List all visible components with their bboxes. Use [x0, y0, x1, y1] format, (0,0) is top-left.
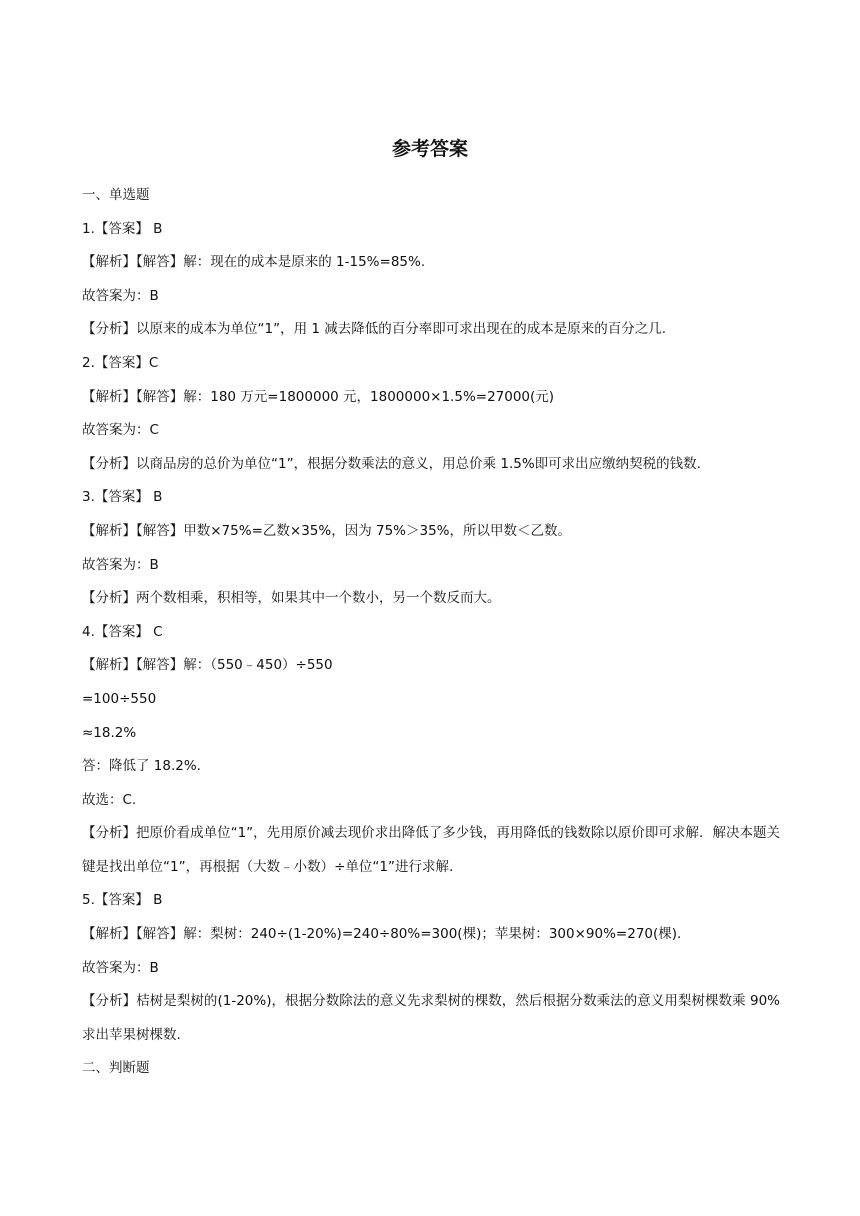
q5-analysis: 【分析】桔树是梨树的(1-20%)，根据分数除法的意义先求梨树的棵数，然后根据分数乘法的意义用梨树棵数乘 90%求出苹果树棵数.	[82, 993, 780, 1043]
answer-content	[82, 184, 780, 1091]
q5-answer: 5.【答案】 B	[82, 892, 163, 909]
q5-explanation: 【解析】【解答】解：梨树：240÷(1-20%)=240÷80%=300(棵)；苹果树：300×90%=270(棵).	[82, 926, 682, 943]
q4-step-1: =100÷550	[82, 690, 157, 707]
q1-answer: 1.【答案】 B	[82, 220, 163, 237]
q2-explanation: 【解析】【解答】解：180 万元=1800000 元，1800000×1.5%=27000(元)	[82, 388, 555, 405]
q4-step-2: ≈18.2%	[82, 724, 137, 741]
q2-final-answer: 故答案为：C	[82, 422, 159, 439]
section-heading-true-false: 二、判断题	[82, 1060, 150, 1077]
q3-final-answer: 故答案为：B	[82, 556, 159, 573]
q2-answer: 2.【答案】C	[82, 354, 159, 371]
q4-response: 答：降低了 18.2%.	[82, 758, 201, 775]
page-title: 参考答案	[391, 138, 468, 160]
q2-analysis: 【分析】以商品房的总价为单位“1”，根据分数乘法的意义，用总价乘 1.5%即可求出应缴纳契税的钱数.	[82, 455, 701, 472]
q4-choice: 故选：C.	[82, 791, 137, 808]
q4-explanation: 【解析】【解答】解：（550﹣450）÷550	[82, 657, 333, 674]
q3-answer: 3.【答案】 B	[82, 489, 163, 506]
section-heading-single-choice: 一、单选题	[82, 187, 150, 203]
q4-answer: 4.【答案】 C	[82, 623, 163, 640]
q1-final-answer: 故答案为：B	[82, 287, 159, 304]
q3-explanation: 【解析】【解答】甲数×75%=乙数×35%，因为 75%＞35%，所以甲数＜乙数。	[82, 522, 571, 539]
q3-analysis: 【分析】两个数相乘，积相等，如果其中一个数小，另一个数反而大。	[82, 590, 501, 607]
q1-analysis: 【分析】以原来的成本为单位“1”，用 1 减去降低的百分率即可求出现在的成本是原来的百分之几.	[82, 321, 667, 338]
q4-analysis: 【分析】把原价看成单位“1”，先用原价减去现价求出降低了多少钱，再用降低的钱数除以原价即可求解．解决本题关键是找出单位“1”，再根据（大数﹣小数）÷单位“1”进行求解.	[82, 825, 780, 875]
q1-explanation: 【解析】【解答】解：现在的成本是原来的 1-15%=85%.	[82, 254, 426, 271]
q5-final-answer: 故答案为：B	[82, 959, 159, 976]
